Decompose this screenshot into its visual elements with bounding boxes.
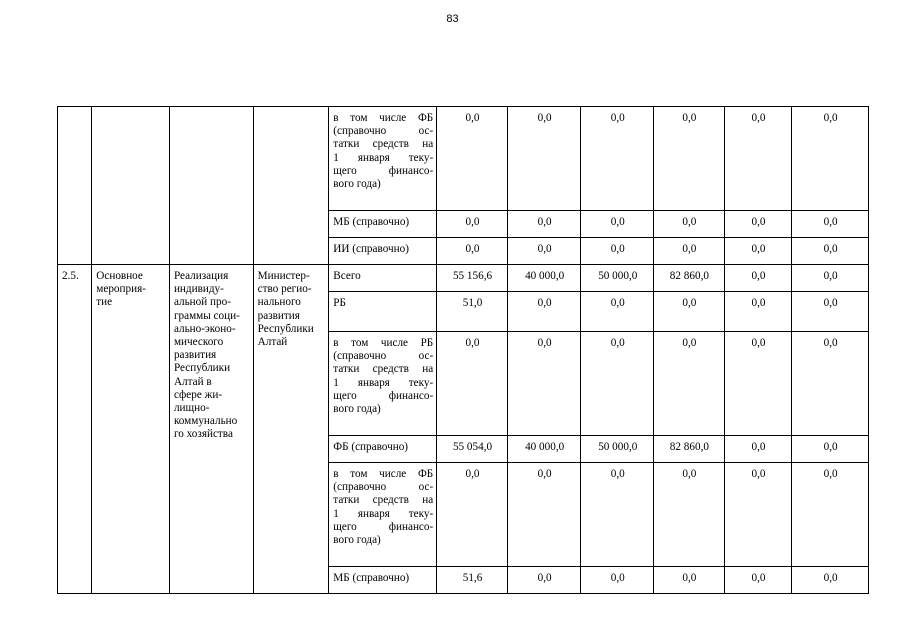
item-executor-line: ство регио- [257,283,312,296]
value-cell: 0,0 [507,211,581,238]
item-executor-line: нального [257,296,301,309]
value-cell: 50 000,0 [581,436,654,463]
value-cell: 0,0 [581,463,654,567]
value-cell: 0,0 [792,292,869,332]
source-line: 1 января теку- [333,507,434,520]
value-cell: 0,0 [507,332,581,436]
value-cell: 0,0 [654,463,725,567]
item-type-line: тие [96,296,113,309]
value-cell: 0,0 [724,292,792,332]
page-number: 83 [446,13,459,25]
value-cell: 0,0 [654,238,725,265]
source-line: вого года) [333,403,381,416]
source-line: в том числе ФБ [333,112,434,124]
source-line: татки средств на [333,494,434,507]
value-cell: 82 860,0 [654,436,725,463]
item-name-line: мического [173,336,224,349]
value-cell: 0,0 [507,567,581,594]
value-cell: 0,0 [654,332,725,436]
funding-source-cell: МБ (справочно) [329,567,437,594]
funding-source-cell: РБ [329,292,437,332]
value-cell: 0,0 [581,567,654,594]
empty-cell-name [169,107,253,265]
value-cell: 51,6 [437,567,508,594]
item-executor-cell [253,265,329,594]
value-cell: 0,0 [724,265,792,292]
item-type-cell [92,265,170,594]
item-name-line: индивиду- [173,283,224,296]
value-cell: 0,0 [437,332,508,436]
value-cell: 0,0 [654,211,725,238]
value-cell: 51,0 [437,292,508,332]
value-cell: 0,0 [437,211,508,238]
item-name-line: коммунально [173,415,238,428]
item-name-line: альной про- [173,296,231,309]
value-cell: 50 000,0 [581,265,654,292]
source-line: (справочно ос- [333,350,434,363]
value-cell: 55 054,0 [437,436,508,463]
source-line: в том числе ФБ [333,468,434,480]
value-cell: 0,0 [654,107,725,211]
item-name-line: ально-эконо- [173,322,236,335]
value-cell: 0,0 [581,332,654,436]
funding-source-cell [329,107,437,211]
value-cell: 0,0 [792,211,869,238]
source-line: щего финансо- [333,520,434,533]
value-cell: 0,0 [507,238,581,265]
funding-source-cell [329,332,437,436]
funding-source-cell: ИИ (справочно) [329,238,437,265]
value-cell: 0,0 [792,332,869,436]
item-name-line: го хозяйства [173,428,233,441]
item-executor-line: развития [257,309,300,322]
source-line: в том числе РБ [333,337,434,349]
empty-cell-type [92,107,170,265]
source-line: щего финансо- [333,164,434,177]
item-executor-line: Алтай [257,336,288,349]
source-line: щего финансо- [333,389,434,402]
source-line: татки средств на [333,363,434,376]
item-name-line: Республики [173,362,231,375]
value-cell: 40 000,0 [507,265,581,292]
value-cell: 0,0 [507,463,581,567]
value-cell: 0,0 [507,292,581,332]
source-line: (справочно ос- [333,481,434,494]
value-cell: 0,0 [437,107,508,211]
source-line: вого года) [333,178,381,191]
value-cell: 0,0 [792,436,869,463]
value-cell: 0,0 [507,107,581,211]
value-cell: 0,0 [792,107,869,211]
item-name-line: Алтай в [173,375,212,388]
value-cell: 0,0 [724,238,792,265]
value-cell: 82 860,0 [654,265,725,292]
item-name-cell [169,265,253,594]
value-cell: 0,0 [792,265,869,292]
value-cell: 0,0 [724,332,792,436]
value-cell: 0,0 [724,567,792,594]
value-cell: 55 156,6 [437,265,508,292]
value-cell: 0,0 [437,463,508,567]
item-name-line: лищно- [173,402,210,415]
source-line: татки средств на [333,138,434,151]
source-line: (справочно ос- [333,125,434,138]
value-cell: 0,0 [724,211,792,238]
value-cell: 0,0 [581,292,654,332]
value-cell: 0,0 [437,238,508,265]
source-line: вого года) [333,534,381,547]
item-type-line: мероприя- [96,283,146,296]
value-cell: 0,0 [581,107,654,211]
value-cell: 0,0 [581,238,654,265]
value-cell: 0,0 [654,292,725,332]
item-name-line: сфере жи- [173,388,223,401]
funding-source-cell [329,463,437,567]
financing-table [57,106,869,594]
item-name-line: Реализация [173,270,229,282]
funding-source-cell: Всего [329,265,437,292]
table-row [58,107,869,211]
item-name-line: развития [173,349,217,362]
value-cell: 0,0 [792,463,869,567]
value-cell: 0,0 [581,211,654,238]
empty-cell-number [58,107,92,265]
value-cell: 0,0 [724,107,792,211]
value-cell: 0,0 [724,436,792,463]
item-executor-line: Республики [257,322,314,335]
value-cell: 0,0 [654,567,725,594]
item-number-cell: 2.5. [58,265,92,594]
funding-source-cell: МБ (справочно) [329,211,437,238]
source-line: 1 января теку- [333,151,434,164]
item-type-line: Основное [96,270,143,282]
table-row [58,265,869,292]
item-name-line: граммы соци- [173,309,240,322]
value-cell: 0,0 [792,567,869,594]
item-executor-line: Министер- [257,270,310,282]
empty-cell-executor [253,107,329,265]
value-cell: 40 000,0 [507,436,581,463]
value-cell: 0,0 [792,238,869,265]
funding-source-cell: ФБ (справочно) [329,436,437,463]
value-cell: 0,0 [724,463,792,567]
source-line: 1 января теку- [333,376,434,389]
